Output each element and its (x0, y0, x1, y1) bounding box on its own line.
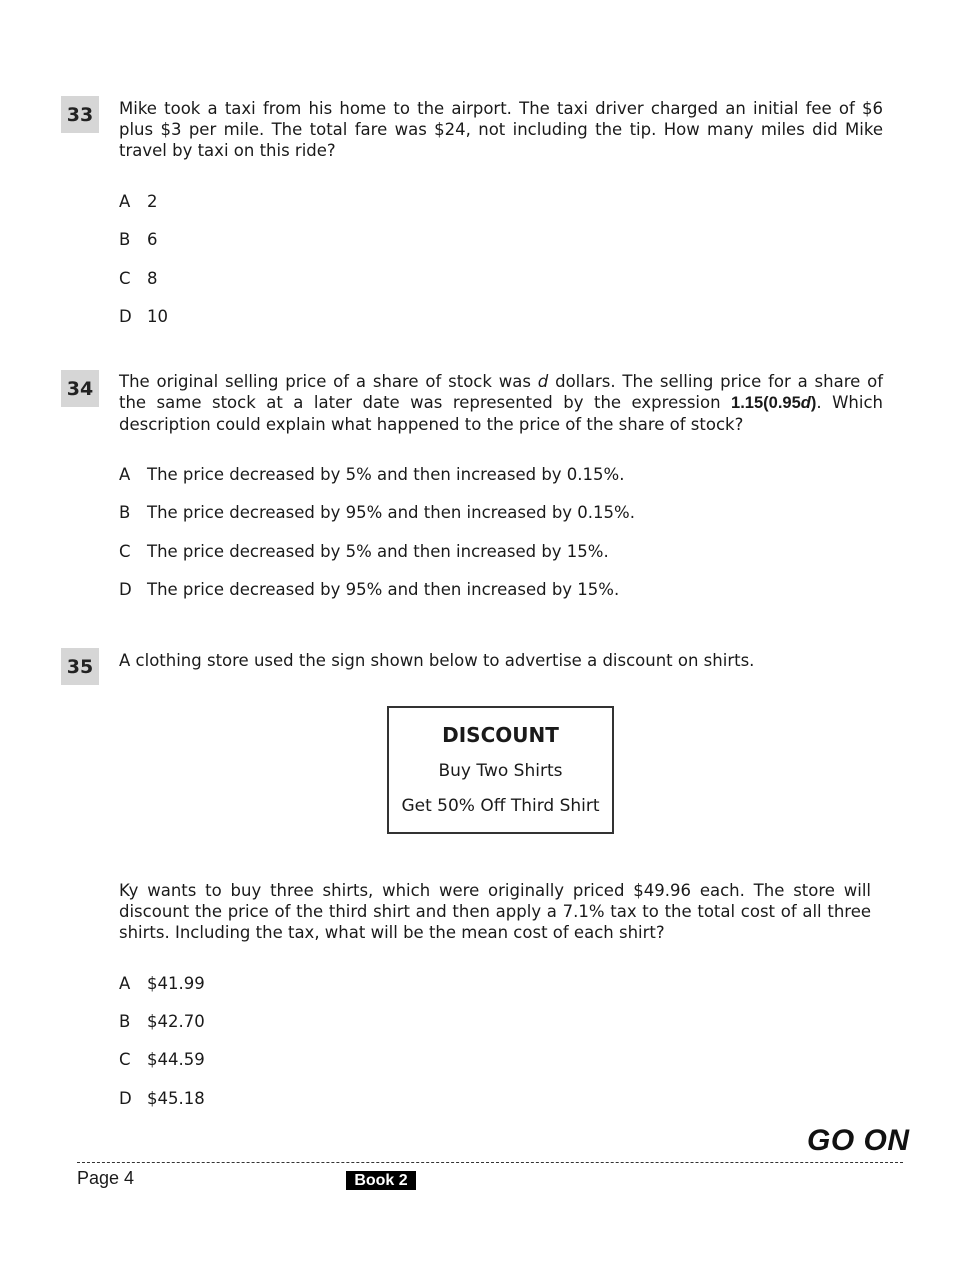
stem-text: dollars. The selling price for a share of the same stock at a later date was represented by the expression (119, 372, 884, 412)
sign-line-2: Get 50% Off Third Shirt (401, 796, 600, 816)
question-number-35: 35 (61, 648, 99, 685)
option-letter: A (119, 465, 131, 484)
option-letter: C (119, 1050, 131, 1069)
question-35-stem: Ky wants to buy three shirts, which were originally priced $49.96 each. The store will discount the price of the third shirt and then apply a 7.1% tax to the total cost of all three shirts. Including the tax, what will be the mean cost of each shirt? (119, 881, 871, 942)
question-number-34: 34 (61, 370, 99, 407)
question-33-stem: Mike took a taxi from his home to the airport. The taxi driver charged an initial fee of $6 plus $3 per mile. The total fare was $24, not including the tip. How many miles did Mike travel by taxi on this ride? (119, 99, 883, 160)
question-35-option-d[interactable] (119, 1088, 205, 1109)
option-letter: B (119, 230, 131, 249)
stem-text: . Which description could explain what happened to the price of the share of stock? (119, 393, 883, 434)
question-35-option-b[interactable] (119, 1011, 205, 1032)
question-34-option-d[interactable] (119, 579, 619, 600)
option-text: The price decreased by 95% and then increased by 0.15%. (147, 503, 635, 522)
question-34-stem (119, 371, 883, 435)
option-text: $42.70 (147, 1012, 205, 1031)
option-text: $41.99 (147, 974, 205, 993)
question-35-option-c[interactable] (119, 1049, 205, 1070)
option-letter: A (119, 974, 131, 993)
sign-title: DISCOUNT (442, 723, 559, 747)
option-letter: C (119, 269, 131, 288)
stem-text: The original selling price of a share of stock was (119, 372, 538, 391)
question-33-option-c[interactable] (119, 268, 158, 289)
option-text: The price decreased by 95% and then increased by 15%. (147, 580, 620, 599)
option-letter: B (119, 503, 131, 522)
sign-line-1: Buy Two Shirts (438, 761, 563, 781)
option-text: 2 (147, 192, 158, 211)
discount-sign (387, 706, 614, 834)
option-text: The price decreased by 5% and then increased by 15%. (147, 542, 609, 561)
question-35-intro: A clothing store used the sign shown below to advertise a discount on shirts. (119, 651, 755, 670)
book-label: Book 2 (346, 1171, 416, 1190)
question-number-33: 33 (61, 96, 99, 133)
option-text: 6 (147, 230, 158, 249)
option-text: 8 (147, 269, 158, 288)
option-letter: A (119, 192, 131, 211)
expression-variable: d (800, 394, 811, 412)
question-34-option-c[interactable] (119, 541, 609, 562)
question-33-option-d[interactable] (119, 306, 168, 327)
stem-variable: d (537, 372, 549, 391)
option-letter: D (119, 307, 132, 326)
stem-expression (731, 394, 816, 412)
option-letter: B (119, 1012, 131, 1031)
option-letter: C (119, 542, 131, 561)
option-text: The price decreased by 5% and then increased by 0.15%. (147, 465, 625, 484)
go-on-label: GO ON (807, 1124, 910, 1157)
question-33-option-b[interactable] (119, 229, 158, 250)
question-33-option-a[interactable] (119, 191, 158, 212)
question-34-option-b[interactable] (119, 502, 635, 523)
expression-part: 1.15(0.95 (731, 394, 801, 412)
option-text: 10 (147, 307, 168, 326)
question-35-option-a[interactable] (119, 973, 205, 994)
option-text: $44.59 (147, 1050, 205, 1069)
option-text: $45.18 (147, 1089, 205, 1108)
footer-divider (77, 1162, 903, 1163)
question-34-option-a[interactable] (119, 464, 624, 485)
option-letter: D (119, 1089, 132, 1108)
page-number: Page 4 (77, 1168, 135, 1188)
expression-part: ) (810, 394, 817, 412)
option-letter: D (119, 580, 132, 599)
